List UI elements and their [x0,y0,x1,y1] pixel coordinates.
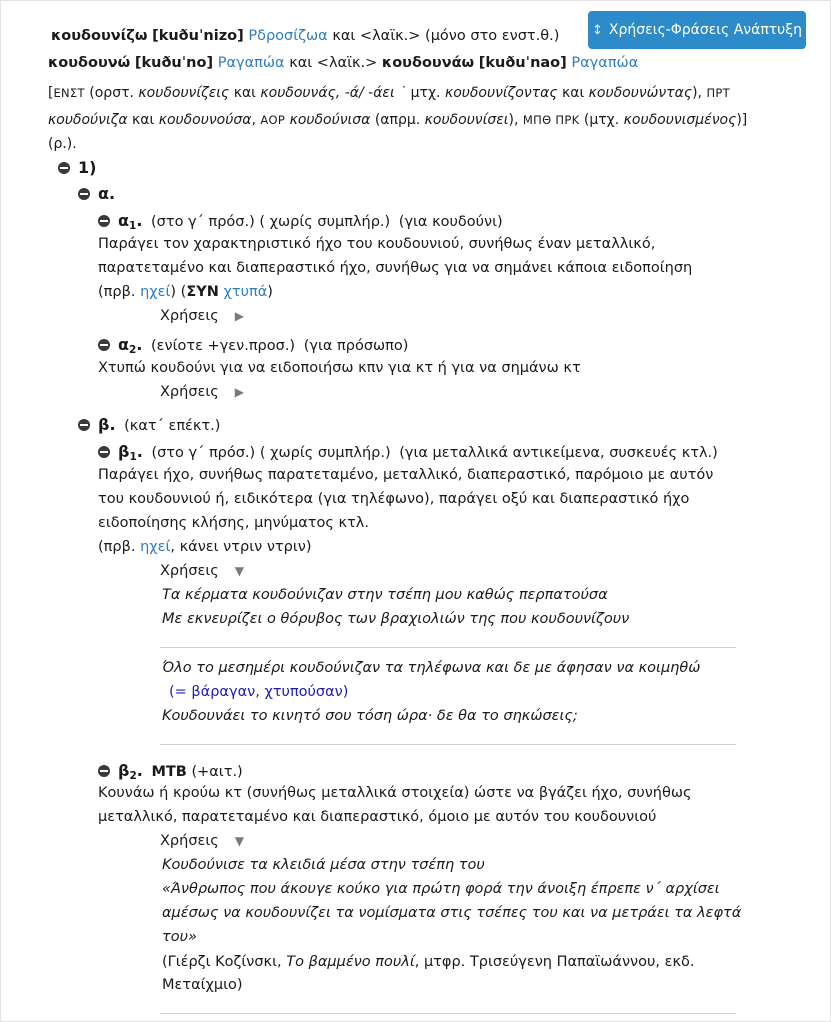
grammar-tag-aorist: ΑΟΡ [260,113,286,127]
grammar-form: κουδουνώντας [588,85,693,101]
example-sentence [162,857,485,873]
example-text: «Άνθρωπος που άκουγε κούκο για πρώτη φορά την άνοιξη έπρεπε ν΄ αρχίσει [162,881,720,897]
grammar-form: κουδούνιζα [48,112,128,128]
cross-ref-text: ) [267,284,273,300]
uses-toggle[interactable] [160,563,244,579]
grammar-text: )] [736,112,748,128]
sense-b-heading[interactable] [78,415,220,434]
definition-text: Παράγει ήχο, συνήθως παρατεταμένο, μεταλλικό, διαπεραστικό, παρόμοιο με αυτόν [98,467,714,483]
example-text: του» [162,929,197,945]
subsense-dot: . [136,442,143,461]
usage-note: (για κουδούνι) [398,214,503,230]
sense-letter: β. [98,415,116,434]
source-title: Το βαμμένο πουλί [286,954,415,970]
sense-b2-heading[interactable] [98,761,243,782]
lemma-variant-note-2: και <λαϊκ.> [289,55,378,71]
triangle-down-icon[interactable]: ▼ [234,834,245,848]
examples-divider [160,1013,736,1014]
sense-a2-heading[interactable] [98,335,408,356]
lemma-variant-2: κουδουνάω [381,55,475,71]
grammar-tag-present: ΕΝΣΤ [53,86,85,100]
expand-uses-label: Χρήσεις-Φράσεις Ανάπτυξη [608,22,802,38]
definition-text: Χτυπώ κουδούνι για να ειδοποιήσω κπν για κτ ή για να σημάνω κτ [98,360,581,376]
subsense-letter: β [118,442,130,461]
sense-1-heading[interactable] [58,158,96,177]
subsense-index: 1 [129,220,137,232]
inflection-model-link[interactable]: Ρδροσίζωα [248,28,328,44]
example-text: Όλο το μεσημέρι κουδούνιζαν τα τηλέφωνα και δε με άφησαν να κοιμηθώ [162,660,701,676]
subsense-letter: α [118,211,129,230]
examples-divider [160,647,736,648]
uses-label: Χρήσεις [160,563,219,579]
grammar-text: , [251,112,256,128]
inflection-model-link-2[interactable]: Ραγαπώα [217,55,285,71]
triangle-down-icon[interactable]: ▼ [234,564,245,578]
subsense-index: 1 [129,451,137,463]
grammar-form: κουδουνισμένος [623,112,737,128]
subsense-index: 2 [129,344,137,356]
lemma-variant-note: και <λαϊκ.> [332,28,421,44]
transitive-tag: ΜΤΒ [151,764,187,780]
collapse-toggle-icon[interactable] [98,339,110,351]
example-text: Τα κέρματα κουδούνιζαν στην τσέπη μου καθώς περπατούσα [162,587,608,603]
lemma-headword: κουδουνίζω [51,28,148,44]
collapse-toggle-icon[interactable] [78,419,90,431]
grammar-line-2 [48,112,747,128]
collapse-toggle-icon[interactable] [78,188,90,200]
example-sentence [162,708,578,724]
quote-source [162,954,695,970]
uses-label: Χρήσεις [160,308,219,324]
sense-a1-heading[interactable] [98,211,503,232]
subsense-dot: . [136,761,143,780]
example-text: αμέσως να κουδουνίζει τα νομίσματα στις τσέπες του και να μετράει τα λεφτά [162,905,742,921]
definition-text: Παράγει τον χαρακτηριστικό ήχο του κουδουνιού, συνήθως έναν μεταλλικό, [98,236,656,252]
sense-b1-heading[interactable] [98,442,718,463]
definition-text: Κουνάω ή κρούω κτ (συνήθως μεταλλικά στοιχεία) ώστε να βγάζει ήχο, συνήθως [98,785,692,801]
sense-letter: α. [98,184,116,203]
grammar-note: ( χωρίς συμπλήρ.) [259,214,391,230]
subsense-index: 2 [129,770,137,782]
definition-text: του κουδουνιού ή, ειδικότερα (για τηλέφωνο), παράγει οξύ και διαπεραστικό ήχο [98,491,690,507]
grammar-text: [ [48,85,54,101]
source-text: , μτφρ. Τρισεύγενη Παπαϊωάννου, εκδ. [414,954,695,970]
source-text: Μεταίχμιο) [162,977,243,993]
grammar-form: κουδουνάς, -ά/ -άει ˙ [260,85,407,101]
subsense-dot: . [136,211,143,230]
uses-label: Χρήσεις [160,833,219,849]
triangle-right-icon[interactable]: ▶ [234,309,245,323]
lemma-variant-2-ipa: [kuðuˈnao] [478,55,567,71]
lemma-line-1 [51,28,559,44]
lemma-variant-ipa: [kuðuˈno] [134,55,214,71]
grammar-text: ), [508,112,519,128]
triangle-right-icon[interactable]: ▶ [234,385,245,399]
lemma-usage-note: (μόνο στο ενστ.θ.) [425,28,560,44]
subsense-letter: β [118,761,130,780]
gloss-text: (= βάραγαν, χτυπούσαν) [169,684,349,700]
grammar-text: και [127,112,159,128]
uses-toggle[interactable] [160,308,244,324]
grammar-note: (στο γ΄ πρόσ.) [151,214,255,230]
example-sentence [162,587,608,603]
grammar-text: (μτχ. [579,112,624,128]
usage-note: (για μεταλλικά αντικείμενα, συσκευές κτλ.) [399,445,718,461]
cross-ref-text: (πρβ. [98,284,141,300]
example-text: Κουδούνισε τα κλειδιά μέσα στην τσέπη του [162,857,485,873]
grammar-tag-past-cont: ΠΡΤ [706,86,730,100]
grammar-text: μτχ. [406,85,445,101]
grammar-text: και [557,85,589,101]
examples-divider [160,744,736,745]
example-text: Κουδουνάει το κινητό σου τόση ώρα· δε θα το σηκώσεις; [162,708,578,724]
lemma-variant: κουδουνώ [48,55,131,71]
collapse-toggle-icon[interactable] [98,765,110,777]
grammar-form: κουδουνίσει [424,112,509,128]
definition-text: μεταλλικό, παρατεταμένο και διαπεραστικό, όμοιο με αυτόν του κουδουνιού [98,809,657,825]
expand-vertical-icon: ↕ [592,22,603,38]
grammar-tag-participle: ΜΠΘ ΠΡΚ [522,113,580,127]
sense-number: 1) [78,158,97,177]
lemma-line-2 [48,55,638,71]
grammar-form: κουδούνισα [289,112,371,128]
uses-toggle[interactable] [160,384,244,400]
definition-text: ειδοποίησης κλήσης, μηνύματος κτλ. [98,515,369,531]
example-quote [162,929,197,945]
grammar-line-3 [48,136,77,152]
quote-source [162,977,243,993]
uses-toggle[interactable] [160,833,244,849]
grammar-form: κουδουνούσα [158,112,252,128]
grammar-text: ), [692,85,702,101]
cross-reference [98,539,312,555]
example-quote [162,881,720,897]
example-text: Με εκνευρίζει ο θόρυβος των βραχιολιών της που κουδουνίζουν [162,611,630,627]
inflection-model-link-3[interactable]: Ραγαπώα [571,55,639,71]
expand-uses-button[interactable] [588,11,806,49]
grammar-note: (ενίοτε +γεν.προσ.) [151,338,296,354]
cross-ref-text: (πρβ. [98,539,141,555]
synonym-tag: ΣΥΝ [186,284,219,300]
grammar-pos: (ρ.). [48,136,77,152]
example-gloss [169,684,348,700]
grammar-text: και [229,85,261,101]
example-quote [162,905,741,921]
subsense-letter: α [118,335,129,354]
cross-ref-text: , κάνει ντριν ντριν) [170,539,312,555]
example-sentence [162,660,700,676]
lemma-ipa: [kuðuˈnizo] [152,28,244,44]
grammar-note: (στο γ΄ πρόσ.) [151,445,256,461]
grammar-form: κουδουνίζοντας [444,85,558,101]
grammar-text: (απρμ. [370,112,425,128]
grammar-text: (ορστ. [84,85,139,101]
cross-ref-text: ) ( [170,284,187,300]
usage-note: (για πρόσωπο) [303,338,409,354]
grammar-line-1 [48,85,730,101]
sense-a-heading[interactable] [78,184,115,203]
collapse-toggle-icon[interactable] [58,162,70,174]
uses-label: Χρήσεις [160,384,219,400]
grammar-note: ( χωρίς συμπλήρ.) [259,445,391,461]
example-sentence [162,611,629,627]
source-text: (Γιέρζι Κοζίνσκι, [162,954,287,970]
cross-ref-link[interactable]: ηχεί [140,284,171,300]
definition-text: παρατεταμένο και διαπεραστικό ήχο, συνήθως για να σημάνει κάποια ειδοποίηση [98,260,693,276]
subsense-dot: . [136,335,143,354]
cross-reference [98,284,273,300]
usage-note: (κατ΄ επέκτ.) [124,418,221,434]
collapse-toggle-icon[interactable] [98,446,110,458]
collapse-toggle-icon[interactable] [98,215,110,227]
cross-ref-link[interactable]: ηχεί [140,539,171,555]
grammar-form: κουδουνίζεις [138,85,230,101]
grammar-note: (+αιτ.) [191,764,243,780]
synonym-link[interactable]: χτυπά [223,284,268,300]
